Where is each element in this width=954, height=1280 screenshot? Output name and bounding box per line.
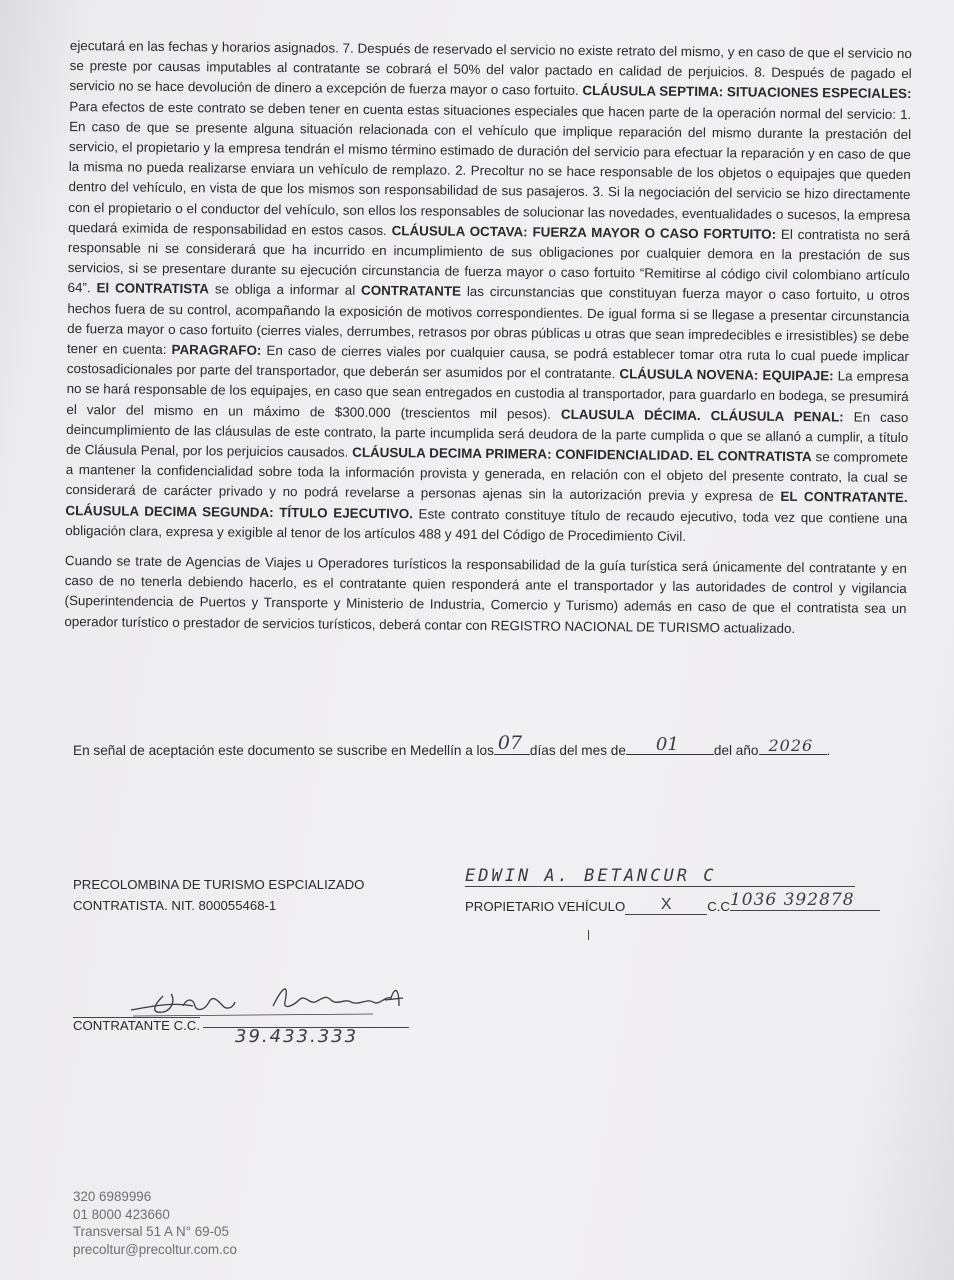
- contratante-block: [73, 976, 413, 1056]
- clause-heading: CONTRATANTE: [361, 283, 462, 300]
- clause-heading: CLÁUSULA NOVENA: EQUIPAJE:: [619, 366, 834, 384]
- clause-heading: CLÁUSULA OCTAVA: FUERZA MAYOR O CASO FORTUITO:: [391, 222, 777, 242]
- clause-text: El contratista no será responsable ni se considerará que ha incurrido en incumplimiento de sus obligaciones por cualquier demora en la prestación de sus servicios, si se presentare durante su ejecución circunstancia de fuerza mayor o caso fortuito “Remitirse al código civil colombiano artículo 64”.: [67, 226, 911, 296]
- clauses-paragraph: [65, 36, 912, 549]
- clause-heading: EL CONTRATANTE. CLÁUSULA DECIMA SEGUNDA: TÍTULO EJECUTIVO.: [65, 489, 908, 521]
- footer-address: Transversal 51 A N° 69-05: [73, 1224, 229, 1239]
- owner-handwritten-name: EDWIN A. BETANCUR C: [465, 866, 855, 887]
- footer-phone: 320 6989996: [73, 1189, 152, 1204]
- clause-heading: CLÁUSULA SEPTIMA: SITUACIONES ESPECIALES:: [582, 83, 912, 102]
- year-handwritten: 2026: [768, 736, 814, 755]
- contract-body: [64, 36, 912, 640]
- contratante-cc-handwritten: 39.433.333: [235, 1026, 359, 1047]
- clause-text: se obliga a informar al: [208, 281, 362, 299]
- day-handwritten: 07: [497, 732, 523, 754]
- clause-text: Para efectos de este contrato se deben tener en cuenta estas situaciones especiales que hacen parte de la operación normal del servicio: 1. En caso de que se presente alguna situación relacionada con el vehículo que implique reparación del mismo durante la prestación del servicio, el propietario y la empresa tendrán el mismo término estimado de duración del servicio para efectuar la reparación y en caso de que la misma no pueda realizarse enviara un vehículo de remplazo. 2. Precoltur no se hace responsable de los objetos o equipajes que queden dentro del vehículo, en vista de que los mismos son responsabilidad de sus pasajeros. 3. Si la negociación del servicio se hizo directamente con el propietario o el conductor del vehículo, son ellos los responsables de solucionar las novedades, eventualidades o sucesos, la empresa quedará eximida de responsabilidad en estos casos.: [68, 98, 912, 238]
- month-handwritten: 01: [655, 734, 679, 755]
- clause-text: La empresa no se hará responsable de los equipajes, en caso que sean entregados en custodia al transportador, para guardarlo en bodega, se presumirá el valor del mismo en un máximo de $300.000 (trescientos mil pesos).: [66, 368, 909, 422]
- contratante-label: CONTRATANTE C.C.: [73, 1018, 200, 1033]
- contratante-signature: [123, 976, 413, 1020]
- year-blank: [759, 736, 827, 755]
- clause-text: En caso deincumplimiento de las cláusulas de este contrato, la parte incumplida será deudora de la parte cumplida o que se allanó a cumplir, a título de Cláusula Penal, por los perjuicios causados.: [65, 409, 909, 460]
- clause-heading: CLÁUSULA DECIMA PRIMERA: CONFIDENCIALIDAD. EL CONTRATISTA: [352, 444, 812, 465]
- footer-email: precoltur@precoltur.com.co: [73, 1241, 237, 1257]
- pen-mark: [588, 930, 589, 940]
- clause-text: las circunstancias que constituyan fuerza mayor o caso fortuito, u otros hechos fuera de su control, acompañando la exposición de motivos correspondientes. De igual forma si se llegase a presentar circunstancia de fuerza mayor o caso fortuito (cierres viales, derrumbes, retrasos por obras públicas u otras que sean impredecibles e irresistibles) se debe tener en cuenta:: [66, 284, 910, 358]
- acceptance-line: En señal de aceptación este documento se suscribe en Medellín a los 07 días del mes de 01 del año 2026 .: [73, 732, 831, 758]
- owner-line: [465, 890, 880, 917]
- clause-heading: CLAUSULA DÉCIMA. CLÁUSULA PENAL:: [560, 406, 844, 425]
- owner-mark: X: [625, 896, 707, 915]
- contratista-block: [73, 874, 364, 916]
- clause-text: En caso de cierres viales por cualquier causa, se podrá establecer tomar otra ruta lo cual puede implicar costosadicionales por parte del transportador, que deberán ser asumidos por el contratante.: [66, 342, 910, 382]
- contratista-name: PRECOLOMBINA DE TURISMO ESPCIALIZADO: [73, 877, 365, 892]
- owner-label: PROPIETARIO VEHÍCULO: [465, 899, 626, 914]
- clause-heading: El CONTRATISTA: [96, 280, 210, 297]
- month-blank: [626, 734, 714, 755]
- owner-cc-handwritten: 1036 392878: [730, 890, 880, 911]
- clause-text: Este contrato constituye título de recaudo ejecutivo, toda vez que contiene una obligación clara, expresa y exigible al tenor de los artículos 488 y 491 del Código de Procedimiento Civil.: [65, 505, 908, 544]
- footer-contact: [73, 1188, 237, 1258]
- clause-text: ejecutará en las fechas y horarios asignados. 7. Después de reservado el servicio no existe retrato del mismo, y en caso de que el servicio no se preste por causas imputables al contratante se cobrará el 50% del valor pactado en calidad de perjuicios. 8. Después de pagado el servicio no se hace devolución de dinero a excepción de fuerza mayor o caso fortuito.: [69, 37, 912, 99]
- clause-heading: PARAGRAFO:: [171, 342, 262, 358]
- owner-cc-label: C.C: [707, 899, 730, 914]
- day-blank: [494, 732, 530, 755]
- clause-text: se compromete a mantener la confidencialidad sobre toda la información provista y generada, en relación con el objeto del presente contrato, la cual se considerará de carácter privado y no podrá revelarse a personas ajenas sin la autorización previa y expresa de: [65, 449, 909, 505]
- contratista-nit: CONTRATISTA. NIT. 800055468-1: [73, 898, 277, 913]
- agencies-paragraph: Cuando se trate de Agencias de Viajes u Operadores turísticos la responsabilidad de la guía turística será únicamente del contratante y en caso de no tenerla debiendo hacerlo, es el contratante quien responderá ante el transportador y las autoridades de control y vigilancia (Superintendencia de Puertos y Transporte y Ministerio de Industria, Comercio y Turismo) además en caso de que el contratista sea un operador turístico o prestador de servicios turísticos, deberá contar con REGISTRO NACIONAL DE TURISMO actualizado.: [64, 553, 907, 636]
- footer-tollfree: 01 8000 423660: [73, 1206, 170, 1222]
